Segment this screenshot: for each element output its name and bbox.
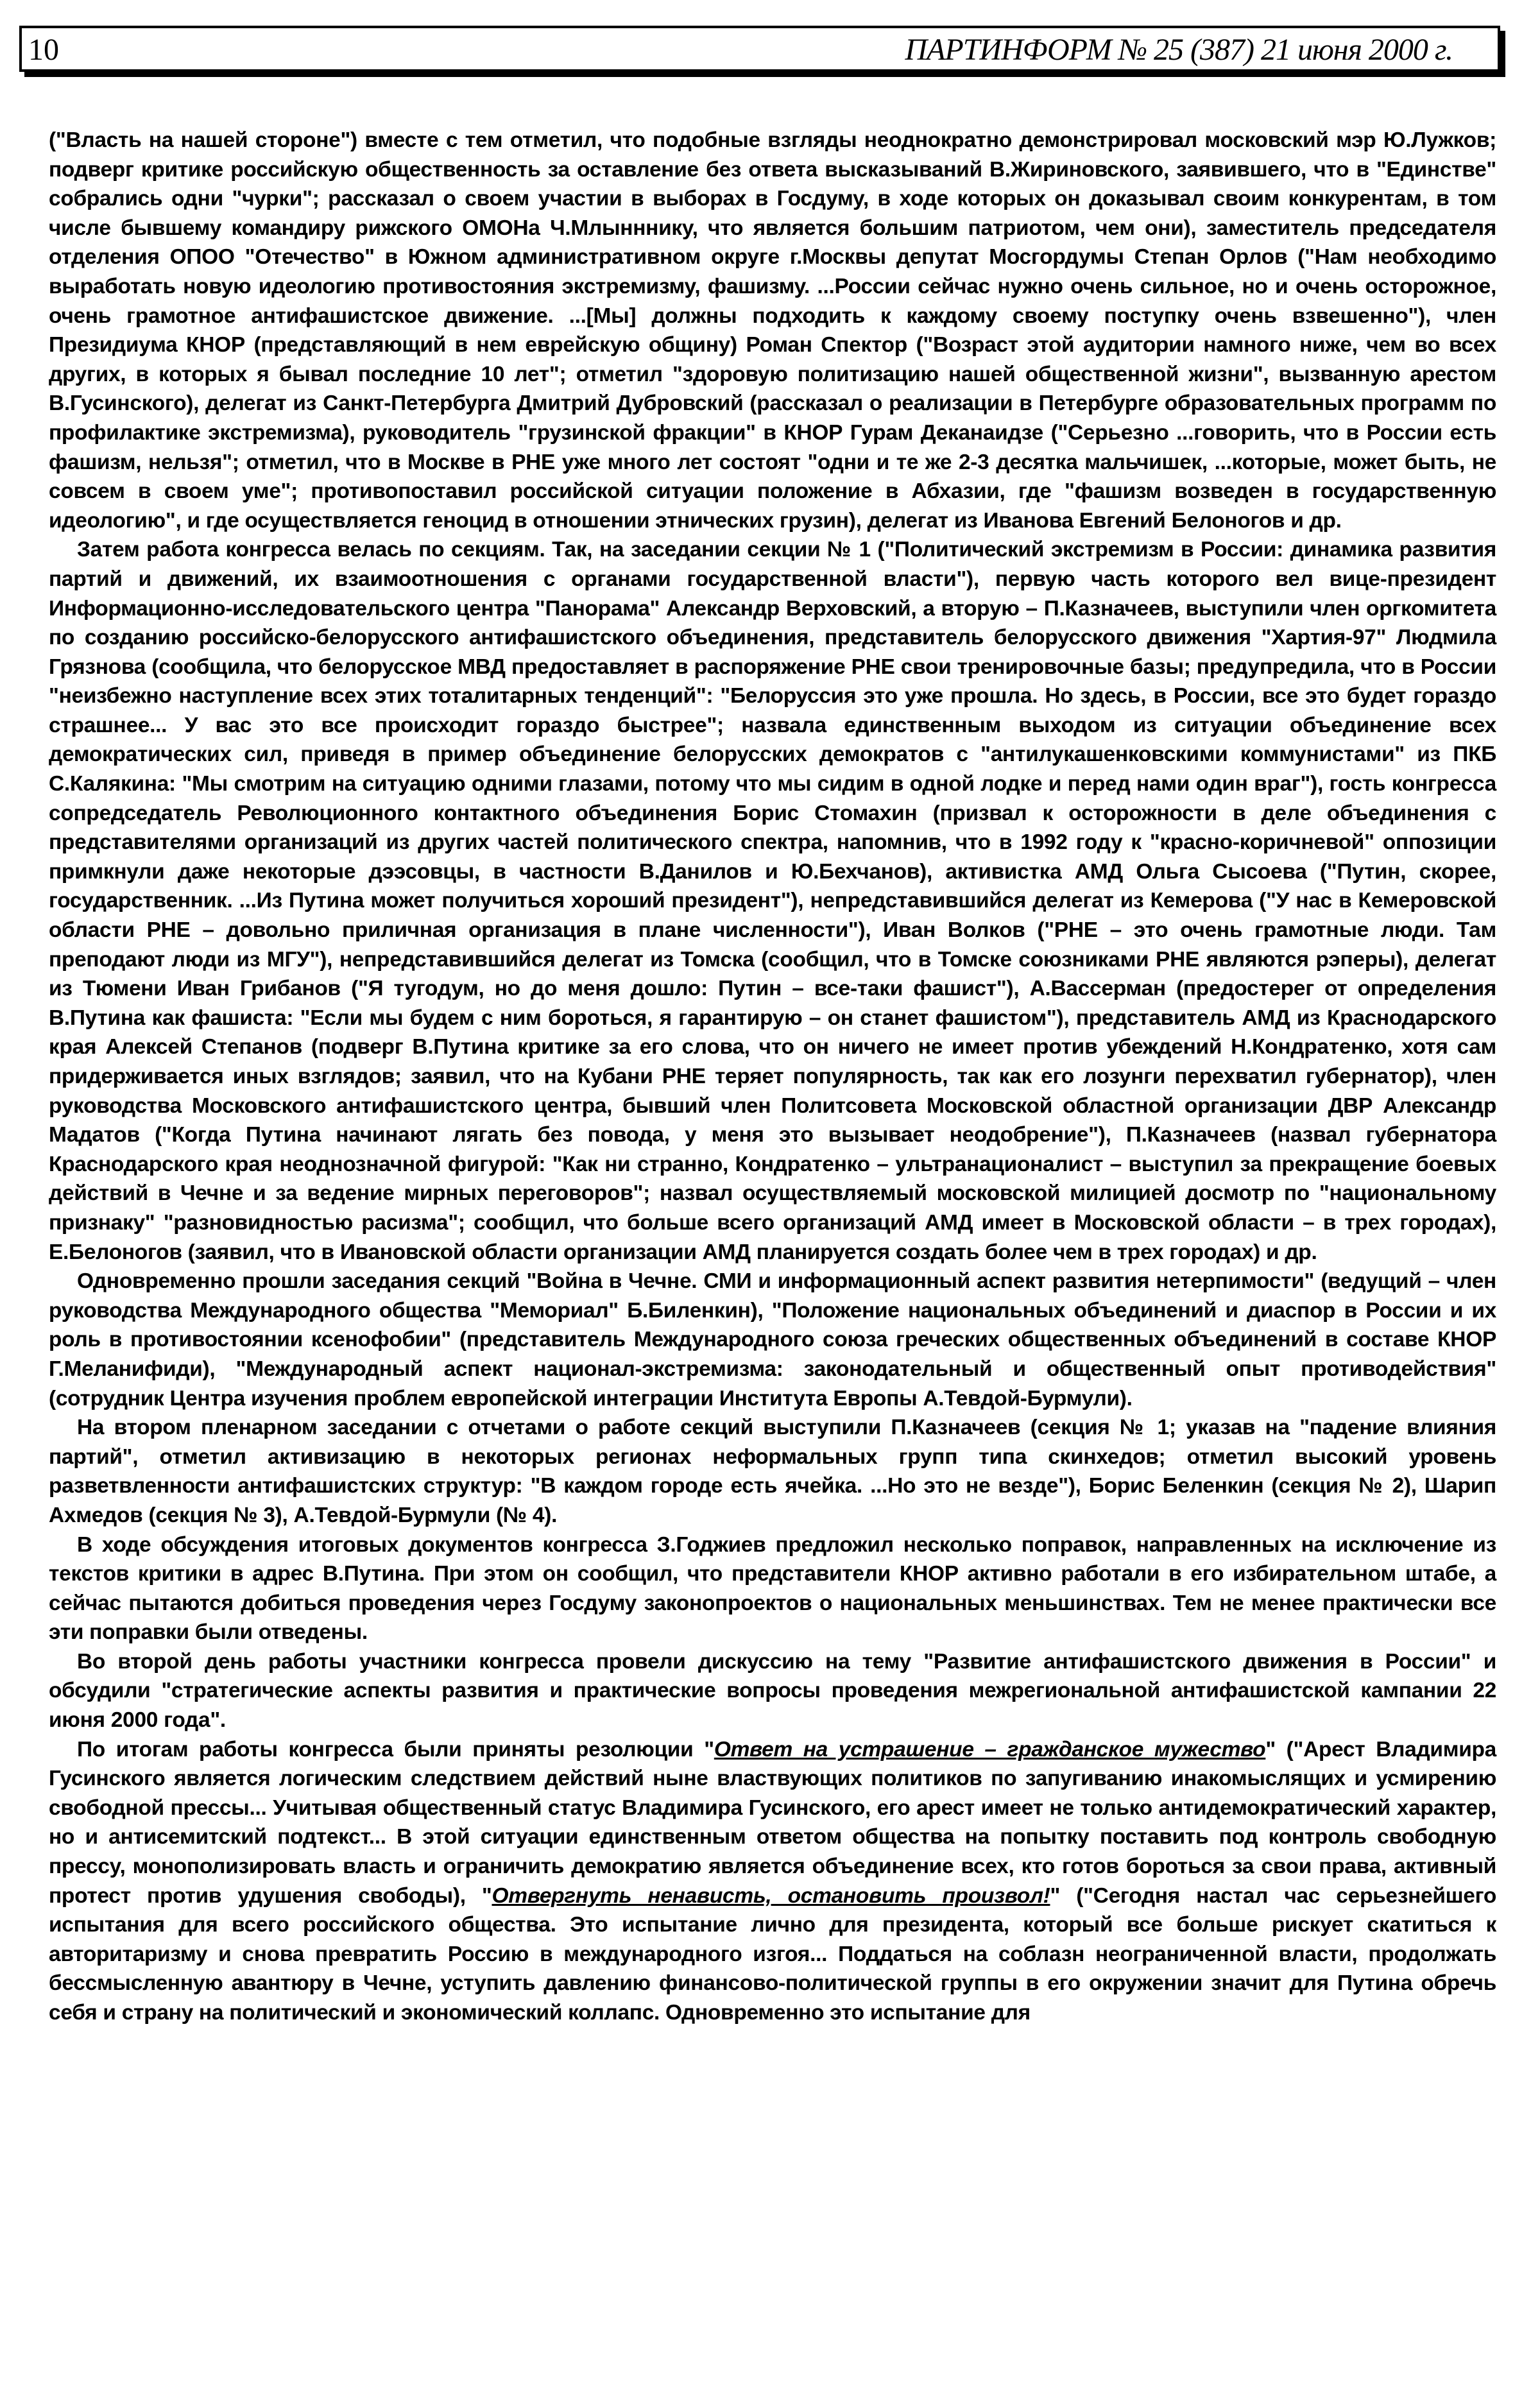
paragraph: В ходе обсуждения итоговых документов конгресса З.Годжиев предложил несколько поправок, направленных на исключение из текстов критики в адрес В.Путина. При этом он сообщил, что представители КНОР активно работали в его избирательном штабе, а сейчас пытаются добиться проведения через Госдуму законопроектов о национальных меньшинствах. Тем не менее практически все эти поправки были отведены. [49, 1532, 1496, 1645]
page-header [19, 26, 1500, 72]
paragraph [49, 1735, 1496, 2028]
paragraph: Затем работа конгресса велась по секциям. Так, на заседании секции № 1 ("Политический экстремизм в России: динамика развития партий и движений, их взаимоотношения с органами государственной власти"), первую часть которого вел вице-президент Информационно-исследовательского центра "Панорама" Александр Верховский, а вторую – П.Казначеев, выступили член оргкомитета по созданию российско-белорусского антифашистского объединения, представитель белорусского движения "Хартия-97" Людмила Грязнова (сообщила, что белорусское МВД предоставляет в распоряжение РНЕ свои тренировочные базы; предупредила, что в России "неизбежно наступление всех этих тоталитарных тенденций": "Белоруссия это уже прошла. Но здесь, в России, все это будет гораздо страшнее... У вас это все происходит гораздо быстрее"; назвала единственным выходом из ситуации объединение всех демократических сил, приведя в пример объединение белорусских демократов с "антилукашенковскими коммунистами" из ПКБ С.Калякина: "Мы смотрим на ситуацию одними глазами, потому что мы сидим в одной лодке и перед нами один враг"), гость конгресса сопредседатель Революционного контактного объединения Борис Стомахин (призвал к осторожности в деле объединения с представителями организаций из других частей политического спектра, напомнив, что в 1992 году к "красно-коричневой" оппозиции примкнули даже некоторые дээсовцы, в частности В.Данилов и Ю.Бехчанов), активистка АМД Ольга Сысоева ("Путин, скорее, государственник. ...Из Путина может получиться хороший президент"), непредставившийся делегат из Кемерова ("У нас в Кемеровской области РНЕ – довольно приличная организация в плане численности"), Иван Волков ("РНЕ – это очень грамотные люди. Там преподают люди из МГУ"), непредставившийся делегат из Томска (сообщил, что в Томске союзниками РНЕ являются рэперы), делегат из Тюмени Иван Грибанов ("Я тугодум, но до меня дошло: Путин – все-таки фашист"), А.Вассерман (предостерег от определения В.Путина как фашиста: "Если мы будем с ним бороться, я гарантирую – он станет фашистом"), представитель АМД из Краснодарского края Алексей Степанов (подверг В.Путина критике за его слова, что он ничего не имеет против убеждений Н.Кондратенко, хотя сам придерживается иных взглядов; заявил, что на Кубани РНЕ теряет популярность, так как его лозунги перехватил губернатор), член руководства Московского антифашистского центра, бывший член Политсовета Московской областной организации ДВР Александр Мадатов ("Когда Путина начинают лягать без повода, у меня это вызывает неодобрение"), П.Казначеев (назвал губернатора Краснодарского края неоднозначной фигурой: "Как ни странно, Кондратенко – ультранационалист – выступил за прекращение боевых действий в Чечне и за ведение мирных переговоров"; назвал осуществляемый московской милицией досмотр по "национальному признаку" "разновидностью расизма"; сообщил, что больше всего организаций АМД имеет в Московской области – в трех городах), Е.Белоногов (заявил, что в Ивановской области организации АМД планируется создать более чем в трех городах) и др. [49, 538, 1496, 1264]
resolution-title: Отвергнуть ненависть, остановить произвол! [492, 1883, 1050, 1908]
text: По итогам работы конгресса были приняты резолюции " [77, 1737, 714, 1761]
publication-title: ПАРТИНФОРМ № 25 (387) 21 июня 2000 г. [905, 33, 1453, 67]
text: " ("Сегодня настал час серьезнейшего испытания для всего российского общества. Это испытание лично для президента, который все больше рискует скатиться к авторитаризму и снова превратить Россию в международного изгоя... Поддаться на соблазн неограниченной власти, продолжать бессмысленную авантюру в Чечне, уступить давлению финансово-политической группы в его окружении значит для Путина обречь себя и страну на политический и экономический коллапс. Одновременно это испытание для [49, 1883, 1497, 2025]
paragraph: Одновременно прошли заседания секций "Война в Чечне. СМИ и информационный аспект развития нетерпимости" (ведущий – член руководства Международного общества "Мемориал" Б.Биленкин), "Положение национальных объединений и диаспор в России и их роль в противостоянии ксенофобии" (представитель Международного союза греческих общественных объединений в составе КНОР Г.Меланифиди), "Международный аспект национал-экстремизма: законодательный и общественный опыт противодействия" (сотрудник Центра изучения проблем европейской интеграции Института Европы А.Тевдой-Бурмули). [49, 1269, 1496, 1410]
page-number: 10 [28, 33, 59, 67]
resolution-title: Ответ на устрашение – гражданское мужество [714, 1737, 1266, 1761]
text: " ("Арест Владимира Гусинского является логическим следствием действий ныне властвующих политиков по запугиванию инакомыслящих и усмирению свободной прессы... Учитывая общественный статус Владимира Гусинского, его арест имеет не только антидемократический характер, но и антисемитский подтекст... В этой ситуации единственным ответом общества на попытку поставить под контроль свободную прессу, монополизировать власть и ограничить демократию является объединение всех, кто готов бороться за свои права, активный протест против удушения свободы), " [49, 1737, 1496, 1908]
paragraph: ("Власть на нашей стороне") вместе с тем отметил, что подобные взгляды неоднократно демонстрировал московский мэр Ю.Лужков; подверг критике российскую общественность за оставление без ответа высказываний В.Жириновского, заявившего, что в "Единстве" собрались одни "чурки"; рассказал о своем участии в выборах в Госдуму, в ходе которых он доказывал своим конкурентам, в том числе бывшему командиру рижского ОМОНа Ч.Млынннику, что является большим патриотом, чем они), заместитель председателя отделения ОПОО "Отечество" в Южном административном округе г.Москвы депутат Мосгордумы Степан Орлов ("Нам необходимо выработать новую идеологию противостояния экстремизму, фашизму. ...России сейчас нужно очень сильное, но и очень осторожное, очень грамотное антифашистское движение. ...[Мы] должны подходить к каждому своему поступку очень взвешенно"), член Президиума КНОР (представляющий в нем еврейскую общину) Роман Спектор ("Возраст этой аудитории намного ниже, чем во всех других, в которых я бывал последние 10 лет"; отметил "здоровую политизацию нашей общественной жизни", вызванную арестом В.Гусинского), делегат из Санкт-Петербурга Дмитрий Дубровский (рассказал о реализации в Петербурге образовательных программ по профилактике экстремизма), руководитель "грузинской фракции" в КНОР Гурам Деканаидзе ("Серьезно ...говорить, что в России есть фашизм, нельзя"; отметил, что в Москве в РНЕ уже много лет состоят "одни и те же 2-3 десятка мальчишек, ...которые, может быть, не совсем в своем уме"; противопоставил российской ситуации положение в Абхазии, где "фашизм возведен в государственную идеологию", и где осуществляется геноцид в отношении этнических грузин), делегат из Иванова Евгений Белоногов и др. [49, 128, 1496, 533]
paragraph: Во второй день работы участники конгресса провели дискуссию на тему "Развитие антифашистского движения в России" и обсудили "стратегические аспекты развития и практические вопросы проведения межрегиональной антифашистской кампании 22 июня 2000 года". [49, 1649, 1496, 1733]
article-body [49, 126, 1496, 2028]
paragraph: На втором пленарном заседании с отчетами о работе секций выступили П.Казначеев (секция № 1; указав на "падение влияния партий", отметил активизацию в некоторых регионах неформальных групп типа скинхедов; отметил высокий уровень разветвленности антифашистских структур: "В каждом городе есть ячейка. ...Но это не везде"), Борис Беленкин (секция № 2), Шарип Ахмедов (секция № 3), А.Тевдой-Бурмули (№ 4). [49, 1416, 1496, 1527]
